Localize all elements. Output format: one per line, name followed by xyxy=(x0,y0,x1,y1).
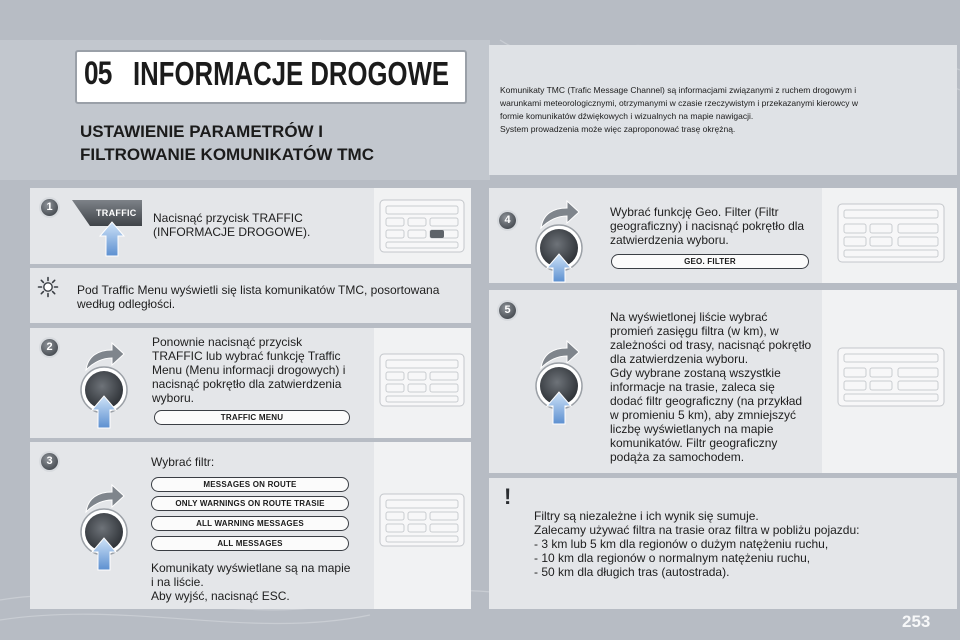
note-text: Pod Traffic Menu wyświetli się lista komunikatów TMC, posortowana według odległości. xyxy=(77,283,440,311)
traffic-menu-pill: TRAFFIC MENU xyxy=(154,410,350,425)
step-4-text: Wybrać funkcję Geo. Filter (Filtr geograficzny) i nacisnąć pokrętło dla zatwierdzenia wyboru. xyxy=(610,205,805,247)
step-5-badge: 5 xyxy=(499,302,516,319)
step-4-badge: 4 xyxy=(499,212,516,229)
filter-option-all-warning-messages: ALL WARNING MESSAGES xyxy=(151,516,349,531)
head-unit-illustration xyxy=(378,196,466,256)
traffic-button-icon xyxy=(70,196,150,258)
step-5-text: Na wyświetlonej liście wybrać promień zasięgu filtra (w km), w zależności od trasy, nacisnąć pokrętło dla zatwierdzenia wyboru. Gdy wybrane zostaną wszystkie informacje na trasie, zaleca się dodać filtr geograficzny (na przykład w promieniu 5 km), aby zmniejszyć liczbę wyświetlanych na mapie komunikatów. Filtr geograficzny podąża za samochodem. xyxy=(610,310,812,464)
traffic-button-label: TRAFFIC xyxy=(96,208,137,218)
filter-option-only-warnings-on-route: ONLY WARNINGS ON ROUTE TRASIE xyxy=(151,496,349,511)
head-unit-illustration xyxy=(836,200,946,266)
rotary-knob-icon xyxy=(535,360,585,426)
filter-option-messages-on-route: MESSAGES ON ROUTE xyxy=(151,477,349,492)
step-1-text: Nacisnąć przycisk TRAFFIC (INFORMACJE DROGOWE). xyxy=(153,211,311,239)
section-subtitle: USTAWIENIE PARAMETRÓW I FILTROWANIE KOMUNIKATÓW TMC xyxy=(80,122,374,164)
step-2-text: Ponownie nacisnąć przycisk TRAFFIC lub wybrać funkcję Traffic Menu (Menu informacji drogowych) i nacisnąć pokrętło dla zatwierdzenia wyboru. xyxy=(152,335,346,405)
intro-text: Komunikaty TMC (Trafic Message Channel) są informacjami związanymi z ruchem drogowym i warunkami meteorologicznymi, otrzymanymi w czasie rzeczywistym i przekazanymi kierowcy w formie komunikatów dźwiękowych i wizualnych na mapie nawigacji. System prowadzenia może więc zaproponować trasę okrężną. xyxy=(500,85,859,134)
page-number: 253 xyxy=(902,612,931,631)
head-unit-illustration xyxy=(378,490,466,550)
warning-mark-icon: ! xyxy=(504,484,512,509)
rotary-knob-icon xyxy=(80,506,130,572)
warning-text: Filtry są niezależne i ich wynik się sumuje. Zalecamy używać filtra na trasie oraz filtra w pobliżu pojazdu: - 3 km lub 5 km dla regionów o dużym natężeniu ruchu, - 10 km dla regionów o normalnym natężeniu ruchu, - 50 km dla długich tras (autostrada). xyxy=(534,509,860,579)
filter-option-all-messages: ALL MESSAGES xyxy=(151,536,349,551)
head-unit-illustration xyxy=(378,350,466,410)
chapter-title: INFORMACJE DROGOWE xyxy=(133,55,450,92)
step-2-badge: 2 xyxy=(41,339,58,356)
geo-filter-pill: GEO. FILTER xyxy=(611,254,809,269)
sun-icon xyxy=(37,276,59,298)
step-1-badge: 1 xyxy=(41,199,58,216)
head-unit-illustration xyxy=(836,344,946,410)
chapter-number: 05 xyxy=(84,55,112,91)
step-3-badge: 3 xyxy=(41,453,58,470)
rotary-knob-icon xyxy=(80,364,130,430)
step-3-footer: Komunikaty wyświetlane są na mapie i na liście. Aby wyjść, nacisnąć ESC. xyxy=(151,561,351,603)
step-3-heading: Wybrać filtr: xyxy=(151,455,215,469)
rotary-knob-icon xyxy=(535,222,585,284)
